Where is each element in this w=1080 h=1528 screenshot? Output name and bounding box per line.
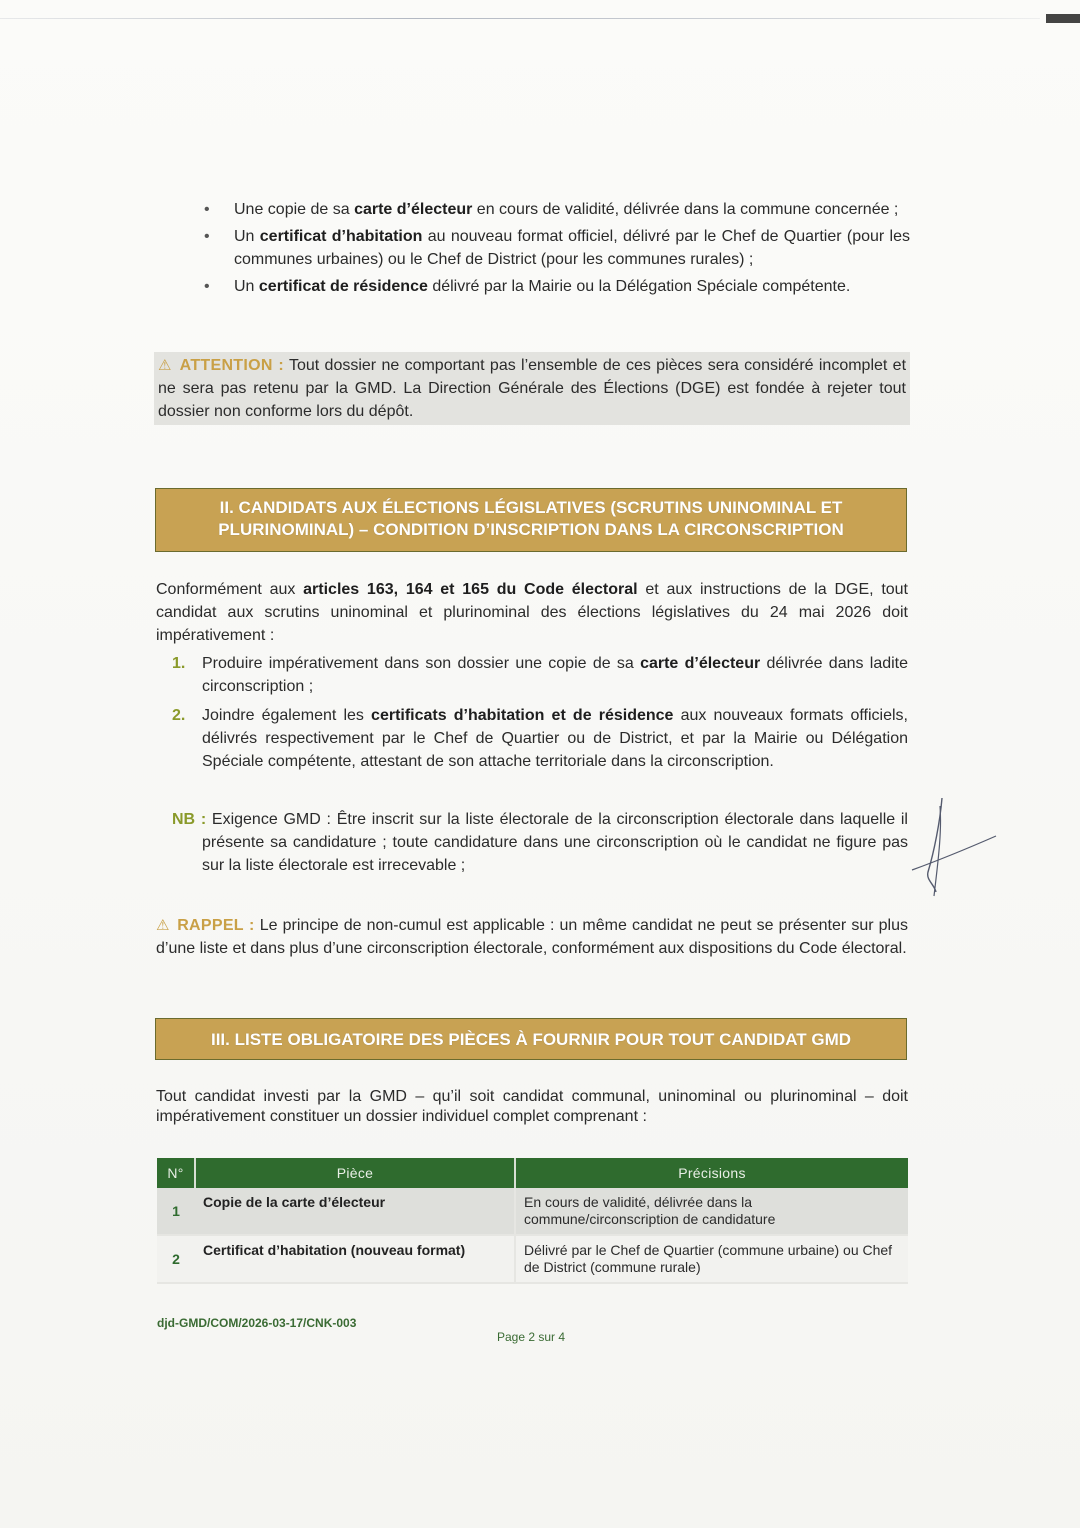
scan-corner-mark [1046, 14, 1080, 23]
documents-table [157, 1158, 908, 1284]
list-item: 1. Produire impérativement dans son dossier une copie de sa carte d’électeur délivrée dans ladite circonscription ; [172, 655, 909, 695]
handwritten-initials [904, 792, 1004, 902]
page-number: Page 2 sur 4 [497, 1330, 566, 1344]
table-row: 1 Copie de la carte d’électeur En cours de validité, délivrée dans la commune/circonscription de candidature [157, 1188, 908, 1235]
numbered-requirements [172, 652, 908, 779]
nb-note: NB : Exigence GMD : Être inscrit sur la liste électorale de la circonscription électorale dans laquelle il présente sa candidature ; toute candidature dans une circonscription où le candidat ne figure pas sur la liste électorale est irrecevable ; [172, 811, 908, 874]
section-2-intro: Conformément aux articles 163, 164 et 165 du Code électoral et aux instructions de la DGE, tout candidat aux scrutins uninominal et plurinominal des élections législatives du 24 mai 2026 doit impérativement : [156, 581, 909, 644]
attention-text: Tout dossier ne comportant pas l’ensemble de ces pièces sera considéré incomplet et ne sera pas retenu par la GMD. La Direction Générale des Élections (DGE) est fondée à rejeter tout dossier non conforme lors du dépôt. [158, 357, 907, 420]
list-item: • Un certificat de résidence délivré par la Mairie ou la Délégation Spéciale compétente. [204, 278, 851, 295]
table-row: 2 Certificat d’habitation (nouveau format) Délivré par le Chef de Quartier (commune urbaine) ou Chef de District (commune rurale) [157, 1235, 908, 1283]
list-item: • Un certificat d’habitation au nouveau format officiel, délivré par le Chef de Quartier (pour les communes urbaines) ou le Chef de District (pour les communes rurales) ; [204, 228, 910, 268]
list-item: • Une copie de sa carte d’électeur en cours de validité, délivrée dans la commune concernée ; [204, 201, 899, 218]
section-3-heading: III. LISTE OBLIGATOIRE DES PIÈCES À FOURNIR POUR TOUT CANDIDAT GMD [155, 1018, 907, 1060]
section-2-heading: II. CANDIDATS AUX ÉLECTIONS LÉGISLATIVES (SCRUTINS UNINOMINAL ET PLURINOMINAL) – CONDITION D’INSCRIPTION DANS LA CIRCONSCRIPTION [155, 488, 907, 552]
table-header-number: N° [157, 1158, 195, 1188]
rappel-notice: ⚠ RAPPEL : Le principe de non-cumul est applicable : un même candidat ne peut se présenter sur plus d’une liste et dans plus d’une circonscription électorale, conformément aux dispositions du Code électoral. [156, 917, 908, 957]
warning-icon: ⚠ [156, 917, 171, 934]
section-3-intro: Tout candidat investi par la GMD – qu’il soit candidat communal, uninominal ou plurinominal – doit impérativement constituer un dossier individuel complet comprenant : [156, 1088, 908, 1125]
document-reference: djd-GMD/COM/2026-03-17/CNK-003 [157, 1316, 357, 1330]
table-header-piece: Pièce [195, 1158, 515, 1188]
list-item: 2. Joindre également les certificats d’habitation et de résidence aux nouveaux formats officiels, délivrés respectivement par le Chef de Quartier ou de District, et par la Mairie ou Délégation Spéciale compétente, attestant de son attache territoriale dans la circonscription. [172, 707, 909, 770]
warning-icon: ⚠ [158, 357, 173, 374]
scan-top-rule [0, 18, 1040, 19]
required-documents-list [204, 198, 910, 302]
attention-notice [154, 352, 910, 425]
attention-keyword: ATTENTION : [179, 357, 284, 374]
table-header-precisions: Précisions [515, 1158, 908, 1188]
